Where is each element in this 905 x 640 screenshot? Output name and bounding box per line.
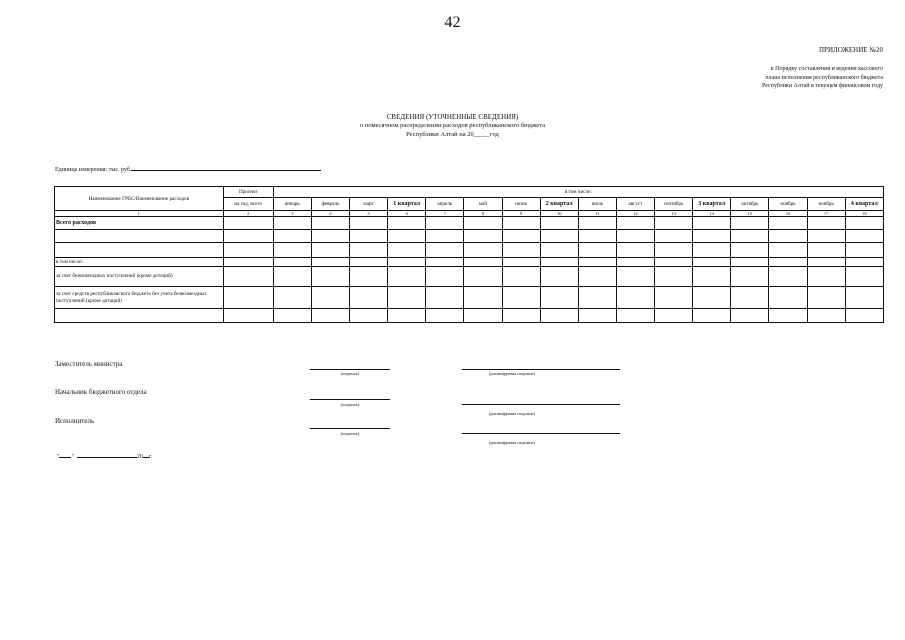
table-cell[interactable] [693,287,731,309]
table-cell[interactable] [273,217,311,230]
column-number: 15 [731,211,769,217]
signature-decoding-caption: (расшифровка подписи) [489,411,535,416]
period-header: 4 квартал [845,198,883,211]
column-number: 17 [807,211,845,217]
table-cell[interactable] [731,230,769,243]
table-cell[interactable] [223,258,273,267]
table-cell[interactable] [502,230,540,243]
table-cell[interactable] [655,258,693,267]
table-row [55,267,884,287]
column-number: 16 [769,211,807,217]
header-row [55,187,884,198]
column-number: 7 [426,211,464,217]
column-number: 1 [55,211,224,217]
date-quote-open: " [57,454,60,460]
table-cell[interactable] [807,243,845,258]
table-cell[interactable] [350,258,388,267]
table-cell[interactable] [540,243,578,258]
document-subtitle-line: о помесячном распределении расходов республиканского бюджета [360,122,545,129]
signature-decoding-caption: (расшифровка подписи) [489,440,535,445]
table-cell[interactable] [426,287,464,309]
table-cell[interactable] [350,217,388,230]
signature-role: Заместитель министра [55,360,123,368]
table-cell[interactable] [388,309,426,323]
table-cell[interactable] [693,309,731,323]
table-cell[interactable] [426,217,464,230]
period-header: март [350,198,388,211]
table-cell[interactable] [731,243,769,258]
period-header: 3 квартал [693,198,731,211]
table-cell[interactable] [616,243,654,258]
table-cell[interactable] [464,217,502,230]
table-cell[interactable] [273,258,311,267]
table-cell[interactable] [540,309,578,323]
table-cell[interactable] [223,243,273,258]
column-number: 3 [273,211,311,217]
column-number: 12 [616,211,654,217]
column-number: 6 [388,211,426,217]
period-header: февраль [311,198,349,211]
date-quote-close: " [71,454,74,460]
table-cell[interactable] [502,243,540,258]
table-cell[interactable] [426,258,464,267]
signature-decoding-line[interactable] [462,369,620,370]
table-cell[interactable] [731,258,769,267]
table-cell[interactable] [311,217,349,230]
table-cell[interactable] [311,287,349,309]
column-number: 4 [311,211,349,217]
table-cell[interactable] [464,230,502,243]
table-cell[interactable] [578,243,616,258]
table-cell[interactable] [845,267,883,287]
signature-decoding-line[interactable] [462,433,620,434]
table-cell[interactable] [807,309,845,323]
table-cell[interactable] [807,217,845,230]
row-label [55,230,224,243]
column-number: 18 [845,211,883,217]
signature-caption: (подпись) [340,371,360,376]
signature-role: Исполнитель [55,417,95,425]
document-subtitle [0,122,905,139]
period-header: 2 квартал [540,198,578,211]
table-cell[interactable] [769,217,807,230]
including-header: в том числе: [273,187,883,198]
row-label [55,243,224,258]
expense-table [54,186,884,323]
table-cell[interactable] [388,267,426,287]
table-cell[interactable] [502,258,540,267]
appendix-line: к Порядку составления и ведения кассового [770,66,883,72]
row-label: за счет безвозмездных поступлений (кроме дотаций) [55,267,224,287]
appendix-line: плана исполнения республиканского бюджета [765,74,883,81]
table-cell[interactable] [578,309,616,323]
period-header: апрель [426,198,464,211]
signature-line[interactable] [310,399,390,400]
table-cell[interactable] [540,287,578,309]
table-cell[interactable] [769,230,807,243]
table-cell[interactable] [273,267,311,287]
table-cell[interactable] [693,243,731,258]
row-label: за счет средств республиканского бюджета без учета безвозмездных поступлений (кроме дотаций) [55,287,224,309]
table-cell[interactable] [807,287,845,309]
table-cell[interactable] [578,258,616,267]
table-cell[interactable] [502,287,540,309]
table-cell[interactable] [223,309,273,323]
table-cell[interactable] [845,243,883,258]
period-header: август [616,198,654,211]
table-cell[interactable] [273,243,311,258]
table-cell[interactable] [426,267,464,287]
table-cell[interactable] [388,230,426,243]
table-cell[interactable] [540,230,578,243]
period-header: октябрь [731,198,769,211]
table-cell[interactable] [731,287,769,309]
document-title: СВЕДЕНИЯ (УТОЧНЕННЫЕ СВЕДЕНИЯ) [386,113,519,121]
period-header: май [464,198,502,211]
period-header: ноябрь [769,198,807,211]
table-cell[interactable] [769,309,807,323]
table-cell[interactable] [845,309,883,323]
table-cell[interactable] [616,287,654,309]
period-header: январь [273,198,311,211]
page-number: 42 [444,14,461,31]
table-cell[interactable] [311,309,349,323]
table-cell[interactable] [769,243,807,258]
table-cell[interactable] [273,230,311,243]
table-cell[interactable] [311,267,349,287]
name-column-header: Наименование ГРБС/Наименование расходов [55,187,224,211]
table-cell[interactable] [540,267,578,287]
day-blank [59,451,74,460]
table-cell[interactable] [578,230,616,243]
table-cell[interactable] [223,217,273,230]
table-row [55,243,884,258]
year-prefix: 20 [136,454,143,460]
table-cell[interactable] [655,243,693,258]
table-cell[interactable] [616,267,654,287]
unit-underline [131,164,321,171]
period-header: июль [578,198,616,211]
table-cell[interactable] [655,230,693,243]
table-row [55,217,884,230]
table-cell[interactable] [426,309,464,323]
column-number: 10 [540,211,578,217]
table-cell[interactable] [502,309,540,323]
table-cell[interactable] [426,230,464,243]
table-cell[interactable] [223,230,273,243]
table-cell[interactable] [807,267,845,287]
table-cell[interactable] [616,217,654,230]
period-header: сентябрь [655,198,693,211]
table-cell[interactable] [388,258,426,267]
table-cell[interactable] [540,258,578,267]
period-header: июнь [502,198,540,211]
table-cell[interactable] [223,267,273,287]
forecast-header: Прогноз [223,187,273,198]
year-total-header: на год, всего [223,198,273,211]
table-cell[interactable] [655,309,693,323]
period-header: ноябрь [807,198,845,211]
column-number: 5 [350,211,388,217]
appendix-title: ПРИЛОЖЕНИЕ №20 [819,46,883,54]
row-label: в том числе: [55,258,224,267]
appendix-subtitle [762,65,883,91]
table-row [55,287,884,309]
table-cell[interactable] [464,309,502,323]
row-label: Всего расходов [55,217,224,230]
signature-decoding-caption: (расшифровка подписи) [489,371,535,376]
signature-line[interactable] [310,428,390,429]
signature-caption: (подпись) [340,402,360,407]
table-cell[interactable] [731,267,769,287]
table-cell[interactable] [388,217,426,230]
table-cell[interactable] [616,309,654,323]
table-row [55,230,884,243]
table-cell[interactable] [464,243,502,258]
row-label [55,309,224,323]
table-cell[interactable] [616,258,654,267]
period-header: 1 квартал [388,198,426,211]
table-cell[interactable] [655,267,693,287]
table-cell[interactable] [578,267,616,287]
table-cell[interactable] [731,309,769,323]
column-number: 9 [502,211,540,217]
table-cell[interactable] [845,217,883,230]
column-number: 8 [464,211,502,217]
table-cell[interactable] [273,309,311,323]
table-cell[interactable] [388,243,426,258]
column-number: 11 [578,211,616,217]
table-cell[interactable] [350,243,388,258]
table-cell[interactable] [655,217,693,230]
table-cell[interactable] [578,217,616,230]
table-cell[interactable] [769,258,807,267]
column-number: 2 [223,211,273,217]
table-cell[interactable] [807,258,845,267]
table-cell[interactable] [693,267,731,287]
table-cell[interactable] [845,230,883,243]
table-cell[interactable] [502,217,540,230]
table-cell[interactable] [693,258,731,267]
table-row [55,309,884,323]
document-subtitle-line: Республики Алтай на 20_____год [406,130,499,138]
table-cell[interactable] [223,287,273,309]
signature-role: Начальник бюджетного отдела [55,388,147,396]
table-cell[interactable] [311,258,349,267]
table-cell[interactable] [769,267,807,287]
table-cell[interactable] [693,230,731,243]
table-cell[interactable] [464,287,502,309]
table-cell[interactable] [350,287,388,309]
table-cell[interactable] [845,287,883,309]
date-line [57,451,152,460]
table-cell[interactable] [616,230,654,243]
appendix-line: Республики Алтай в текущем финансовом году [761,83,883,89]
table-cell[interactable] [388,287,426,309]
table-cell[interactable] [273,287,311,309]
table-row [55,258,884,267]
table-cell[interactable] [502,267,540,287]
unit-of-measure [55,164,321,173]
table-cell[interactable] [845,258,883,267]
table-cell[interactable] [578,287,616,309]
table-cell[interactable] [540,217,578,230]
signature-caption: (подпись) [340,431,360,436]
signature-decoding-line[interactable] [462,404,620,405]
table-cell[interactable] [350,309,388,323]
table-cell[interactable] [311,230,349,243]
unit-label: Единица измерения: тыс. руб. [55,167,132,173]
month-blank [77,451,137,458]
column-number: 14 [693,211,731,217]
table-cell[interactable] [769,287,807,309]
table-cell[interactable] [311,243,349,258]
table-cell[interactable] [693,217,731,230]
table-cell[interactable] [350,267,388,287]
signature-line[interactable] [310,369,390,370]
column-number: 13 [655,211,693,217]
year-suffix: г. [148,454,153,460]
table-cell[interactable] [350,230,388,243]
table-cell[interactable] [464,267,502,287]
table-cell[interactable] [731,217,769,230]
table-cell[interactable] [655,287,693,309]
table-cell[interactable] [464,258,502,267]
table-cell[interactable] [807,230,845,243]
table-cell[interactable] [426,243,464,258]
